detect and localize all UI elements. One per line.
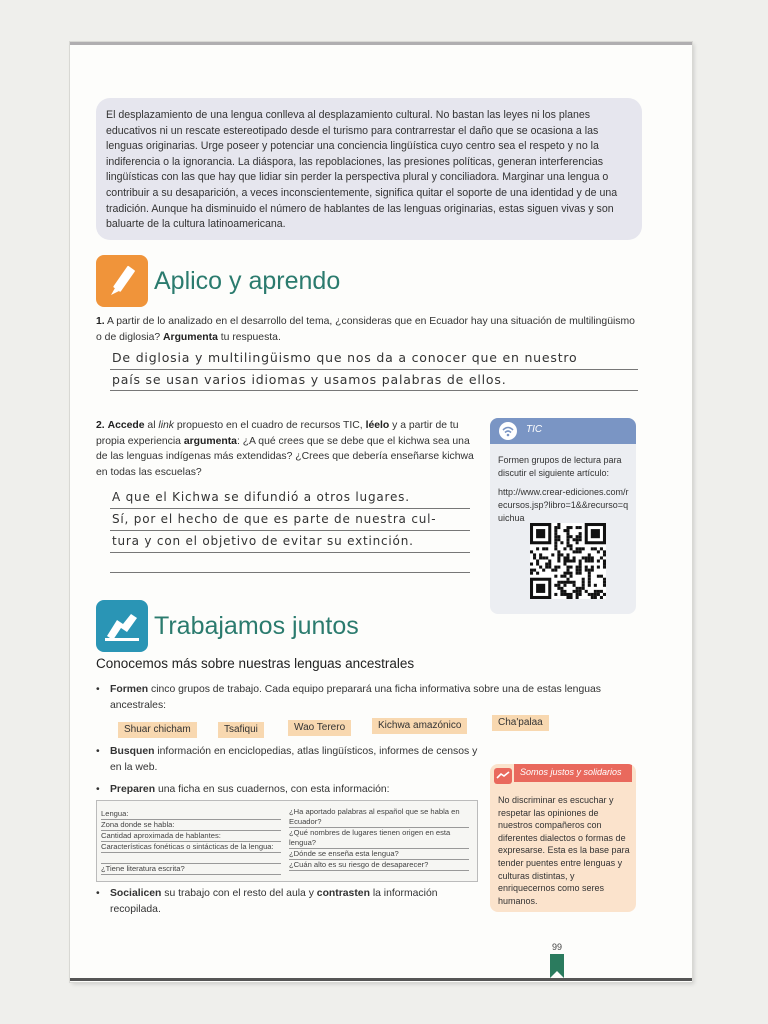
bullet-formen-bold: Formen [110, 684, 149, 695]
answer-1-line-1: De diglosia y multilingüismo que nos da a conocer que en nuestro [112, 350, 578, 365]
section-title-aplico: Aplico y aprendo [154, 267, 341, 295]
bullet-formen-text: cinco grupos de trabajo. Cada equipo preparará una ficha informativa sobre una de estas lenguas ancestrales: [110, 684, 601, 711]
wifi-icon [498, 421, 518, 441]
bullet-busquen: • Busquen información en enciclopedias, atlas lingüísticos, informes de censos y en la web. [96, 746, 478, 773]
bookmark-ribbon-icon [550, 954, 564, 978]
intro-text: El desplazamiento de una lengua conlleva al desplazamiento cultural. No bastan las leyes ni los planes educativos ni un rescate estereotipado desde el turismo para contrarrestar el daño que se ocasiona a las lenguas originarias. Urge poseer y potenciar una conciencia lingüística cuyo centro sea el respeto y no la indiferencia o la ignorancia. La diáspora, las repoblaciones, las presiones políticas, generan interferencias lingüísticas con las que hay que lidiar sin perder la perspectiva plural y conciliadora. Marginar una lengua o contribuir a su desaparición, a veces inconscientemente, significa quitar el soporte de una identidad y de una tradición. Aunque ha disminuido el número de hablantes de las lenguas originarias, estas siguen vivas y son baluarte de la cultura latinoamericana. [106, 109, 618, 231]
bullet-contrasten-text: la información recopilada. [110, 888, 438, 915]
answer-1-line-2: país se usan varios idiomas y usamos palabras de ellos. [112, 372, 507, 387]
tic-text [498, 454, 630, 525]
question-2-text-2: propuesto en el cuadro de recursos TIC, [176, 420, 363, 431]
language-chip: Shuar chicham [118, 722, 197, 738]
tic-label: TIC [526, 424, 543, 435]
answer-2-line-1: A que el Kichwa se difundió a otros lugares. [112, 490, 410, 504]
question-2-text-3: y a partir de tu propia experiencia [96, 420, 459, 447]
solidarity-box [490, 764, 636, 912]
question-1-text: A partir de lo analizado en el desarrollo del tema, ¿consideras que en Ecuador hay una situación de multilingüismo o de diglosia? [96, 316, 635, 343]
form-field: ¿Ha aportado palabras al español que se habla en Ecuador? [289, 807, 469, 828]
tic-link[interactable]: http://www.crear-ediciones.com/recursos.jsp?libro=1&&recurso=quichua [498, 487, 629, 523]
solidarity-header [514, 764, 632, 782]
answer-2-line-3: tura y con el objetivo de evitar su extinción. [112, 534, 414, 548]
question-2-bold-accede: Accede [107, 420, 145, 431]
question-2-text-4: : ¿A qué crees que se debe que el kichwa sea una de las lenguas indígenas más extendidas? ¿Crees que debería enseñarse kichwa en todas las escuelas? [96, 435, 474, 478]
language-chip: Wao Terero [288, 720, 351, 736]
question-2-link-word: link [158, 420, 174, 431]
answer-line [110, 508, 470, 509]
bullet-preparen-text: una ficha en sus cuadernos, con esta información: [157, 784, 390, 795]
bullet-contrasten-bold: contrasten [316, 888, 370, 899]
answer-line [110, 369, 638, 370]
form-field: Cantidad aproximada de hablantes: [101, 831, 281, 842]
answer-line [110, 572, 470, 573]
question-2-number: 2. [96, 420, 105, 431]
qr-code-icon[interactable] [530, 522, 606, 600]
answer-2-line-2: Sí, por el hecho de que es parte de nuestra cul- [112, 512, 437, 526]
solidarity-text: No discriminar es escuchar y respetar las opiniones de nuestros compañeros con diferentes dialectos o formas de expresarse. Esta es la base para tender puentes entre lenguas y culturas distintas, y enriquecernos como seres humanos. [498, 795, 630, 906]
answer-line [110, 552, 470, 553]
form-field: Lengua: [101, 809, 281, 820]
bullet-socialicen-text: su trabajo con el resto del aula y [164, 888, 314, 899]
form-field: Zona donde se habla: [101, 820, 281, 831]
language-chip: Tsafiqui [218, 722, 264, 738]
question-1-tail: tu respuesta. [220, 331, 281, 343]
bullet-preparen: • Preparen una ficha en sus cuadernos, con esta información: [96, 784, 390, 795]
question-1 [96, 314, 640, 345]
question-2 [96, 418, 476, 480]
pencil-icon [96, 255, 148, 307]
form-left-column [101, 809, 281, 875]
answer-line [110, 530, 470, 531]
form-template [96, 800, 478, 882]
form-right-column [289, 807, 469, 871]
form-field: ¿Tiene literatura escrita? [101, 864, 281, 875]
question-2-bold-leelo: léelo [365, 420, 390, 431]
tic-header [490, 418, 636, 444]
tic-instructions: Formen grupos de lectura para discutir el siguiente artículo: [498, 455, 622, 478]
form-field: Características fonéticas o sintácticas de la lengua: [101, 842, 281, 853]
question-2-text-1: al [147, 420, 156, 431]
question-1-bold: Argumenta [163, 331, 218, 343]
form-field: ¿Qué nombres de lugares tienen origen en esta lengua? [289, 828, 469, 849]
bullet-socialicen-bold: Socialicen [110, 888, 162, 899]
intro-box [96, 98, 642, 240]
bullet-preparen-bold: Preparen [110, 784, 156, 795]
bullet-formen: • Formen cinco grupos de trabajo. Cada equipo preparará una ficha informativa sobre una de estas lenguas ancestrales: [96, 684, 601, 711]
question-1-number: 1. [96, 316, 105, 327]
bottom-rule [70, 978, 692, 981]
bullet-socialicen: • Socialicen su trabajo con el resto del aula y contrasten la información recopilada. [96, 888, 438, 915]
language-chip: Cha'palaa [492, 715, 549, 731]
language-chip: Kichwa amazónico [372, 718, 467, 734]
bullet-busquen-text: información en enciclopedias, atlas lingüísticos, informes de censos y en la web. [110, 746, 478, 773]
form-blank-line [101, 853, 281, 864]
bullet-busquen-bold: Busquen [110, 746, 155, 757]
handshake-icon [96, 600, 148, 652]
top-rule [70, 42, 692, 45]
solidarity-label: Somos justos y solidarios [520, 767, 622, 777]
handshake-icon [494, 768, 512, 784]
answer-line [110, 390, 638, 391]
form-field: ¿Cuán alto es su riesgo de desaparecer? [289, 860, 469, 871]
form-field: ¿Dónde se enseña esta lengua? [289, 849, 469, 860]
question-2-bold-argumenta: argumenta [183, 435, 237, 447]
page-number: 99 [552, 942, 563, 952]
section-subtitle: Conocemos más sobre nuestras lenguas ancestrales [96, 656, 415, 671]
section-title-trabajamos: Trabajamos juntos [154, 612, 359, 640]
